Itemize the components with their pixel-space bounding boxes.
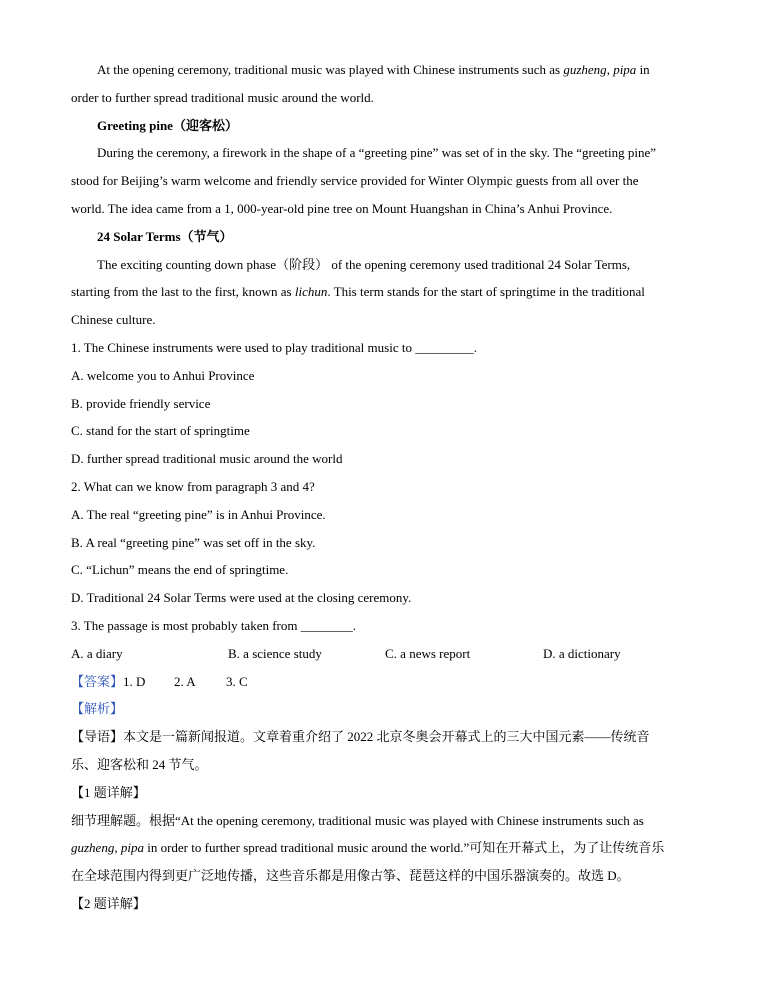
passage-paragraph-3-line-1: The exciting counting down phase（阶段） of the opening ceremony used traditional 24 Solar Terms, bbox=[97, 256, 631, 272]
document-page bbox=[71, 56, 711, 918]
italic-term-pipa: pipa bbox=[613, 62, 637, 77]
question-2-option-b: B. A real “greeting pine” was set off in the sky. bbox=[71, 534, 316, 550]
passage-paragraph-1-line-1 bbox=[71, 56, 711, 84]
answer-2: 2. A bbox=[174, 673, 196, 689]
question-1-option-d: D. further spread traditional music around the world bbox=[71, 451, 343, 467]
detail-1-line-3: 在全球范围内得到更广泛地传播，这些音乐都是用像古筝、琵琶这样的中国乐器演奏的。故选 D。 bbox=[71, 868, 630, 884]
detail-1-line-2 bbox=[71, 834, 711, 862]
italic-term-lichun: lichun bbox=[294, 284, 328, 300]
text-run: in bbox=[636, 62, 650, 77]
italic-term-guzheng: guzheng bbox=[563, 62, 607, 77]
passage-paragraph-2-line-3: world. The idea came from a 1, 000-year-old pine tree on Mount Huangshan in China’s Anhui Province. bbox=[71, 200, 613, 216]
passage-paragraph-1-line-2: order to further spread traditional music around the world. bbox=[71, 89, 374, 105]
answer-3: 3. C bbox=[226, 673, 248, 689]
italic-term-guzheng: guzheng bbox=[71, 840, 115, 856]
italic-term-pipa: pipa bbox=[120, 840, 144, 856]
question-2-option-a: A. The real “greeting pine” is in Anhui Province. bbox=[71, 506, 326, 522]
text-run: starting from the last to the first, known as bbox=[71, 284, 295, 300]
answer-1: 1. D bbox=[123, 673, 146, 689]
detail-2-title: 【2 题详解】 bbox=[71, 895, 146, 911]
text-run: , bbox=[606, 62, 614, 77]
text-run: . This term stands for the start of springtime in the traditional bbox=[327, 284, 645, 300]
section-heading-solar-terms: 24 Solar Terms（节气） bbox=[97, 228, 233, 244]
passage-paragraph-3-line-2 bbox=[71, 278, 711, 306]
guide-line-2: 乐、迎客松和 24 节气。 bbox=[71, 756, 208, 772]
passage-paragraph-3-line-3: Chinese culture. bbox=[71, 312, 156, 328]
question-2: 2. What can we know from paragraph 3 and 4? bbox=[71, 478, 315, 494]
question-1-option-a: A. welcome you to Anhui Province bbox=[71, 367, 255, 383]
question-2-option-d: D. Traditional 24 Solar Terms were used at the closing ceremony. bbox=[71, 590, 412, 606]
detail-1-line-1: 细节理解题。根据“At the opening ceremony, traditional music was played with Chinese instruments such as bbox=[71, 812, 644, 828]
passage-paragraph-2-line-1: During the ceremony, a firework in the shape of a “greeting pine” was set of in the sky. The “greeting pine” bbox=[97, 145, 657, 161]
question-1: 1. The Chinese instruments were used to play traditional music to _________. bbox=[71, 339, 477, 355]
analysis-tag: 【解析】 bbox=[71, 701, 124, 717]
question-3-option-a: A. a diary bbox=[71, 645, 123, 661]
question-1-option-c: C. stand for the start of springtime bbox=[71, 423, 250, 439]
detail-1-title: 【1 题详解】 bbox=[71, 784, 146, 800]
answer-line bbox=[71, 668, 711, 696]
question-3-option-c: C. a news report bbox=[385, 645, 471, 661]
question-2-option-c: C. “Lichun” means the end of springtime. bbox=[71, 562, 289, 578]
question-3-option-d: D. a dictionary bbox=[543, 645, 621, 661]
question-3-option-b: B. a science study bbox=[228, 645, 322, 661]
question-3: 3. The passage is most probably taken from ________. bbox=[71, 617, 356, 633]
section-heading-greeting-pine: Greeting pine（迎客松） bbox=[97, 117, 238, 133]
question-3-options bbox=[71, 640, 711, 668]
question-1-option-b: B. provide friendly service bbox=[71, 395, 211, 411]
passage-paragraph-2-line-2: stood for Beijing’s warm welcome and friendly service provided for Winter Olympic guests from all over the bbox=[71, 173, 639, 189]
text-run: At the opening ceremony, traditional music was played with Chinese instruments such as bbox=[97, 62, 564, 77]
answer-tag: 【答案】 bbox=[71, 673, 124, 689]
text-run: , bbox=[114, 840, 121, 856]
guide-line-1: 【导语】本文是一篇新闻报道。文章着重介绍了 2022 北京冬奥会开幕式上的三大中国元素——传统音 bbox=[71, 729, 650, 745]
text-run: in order to further spread traditional music around the world.”可知在开幕式上，为了让传统音乐 bbox=[143, 840, 665, 856]
